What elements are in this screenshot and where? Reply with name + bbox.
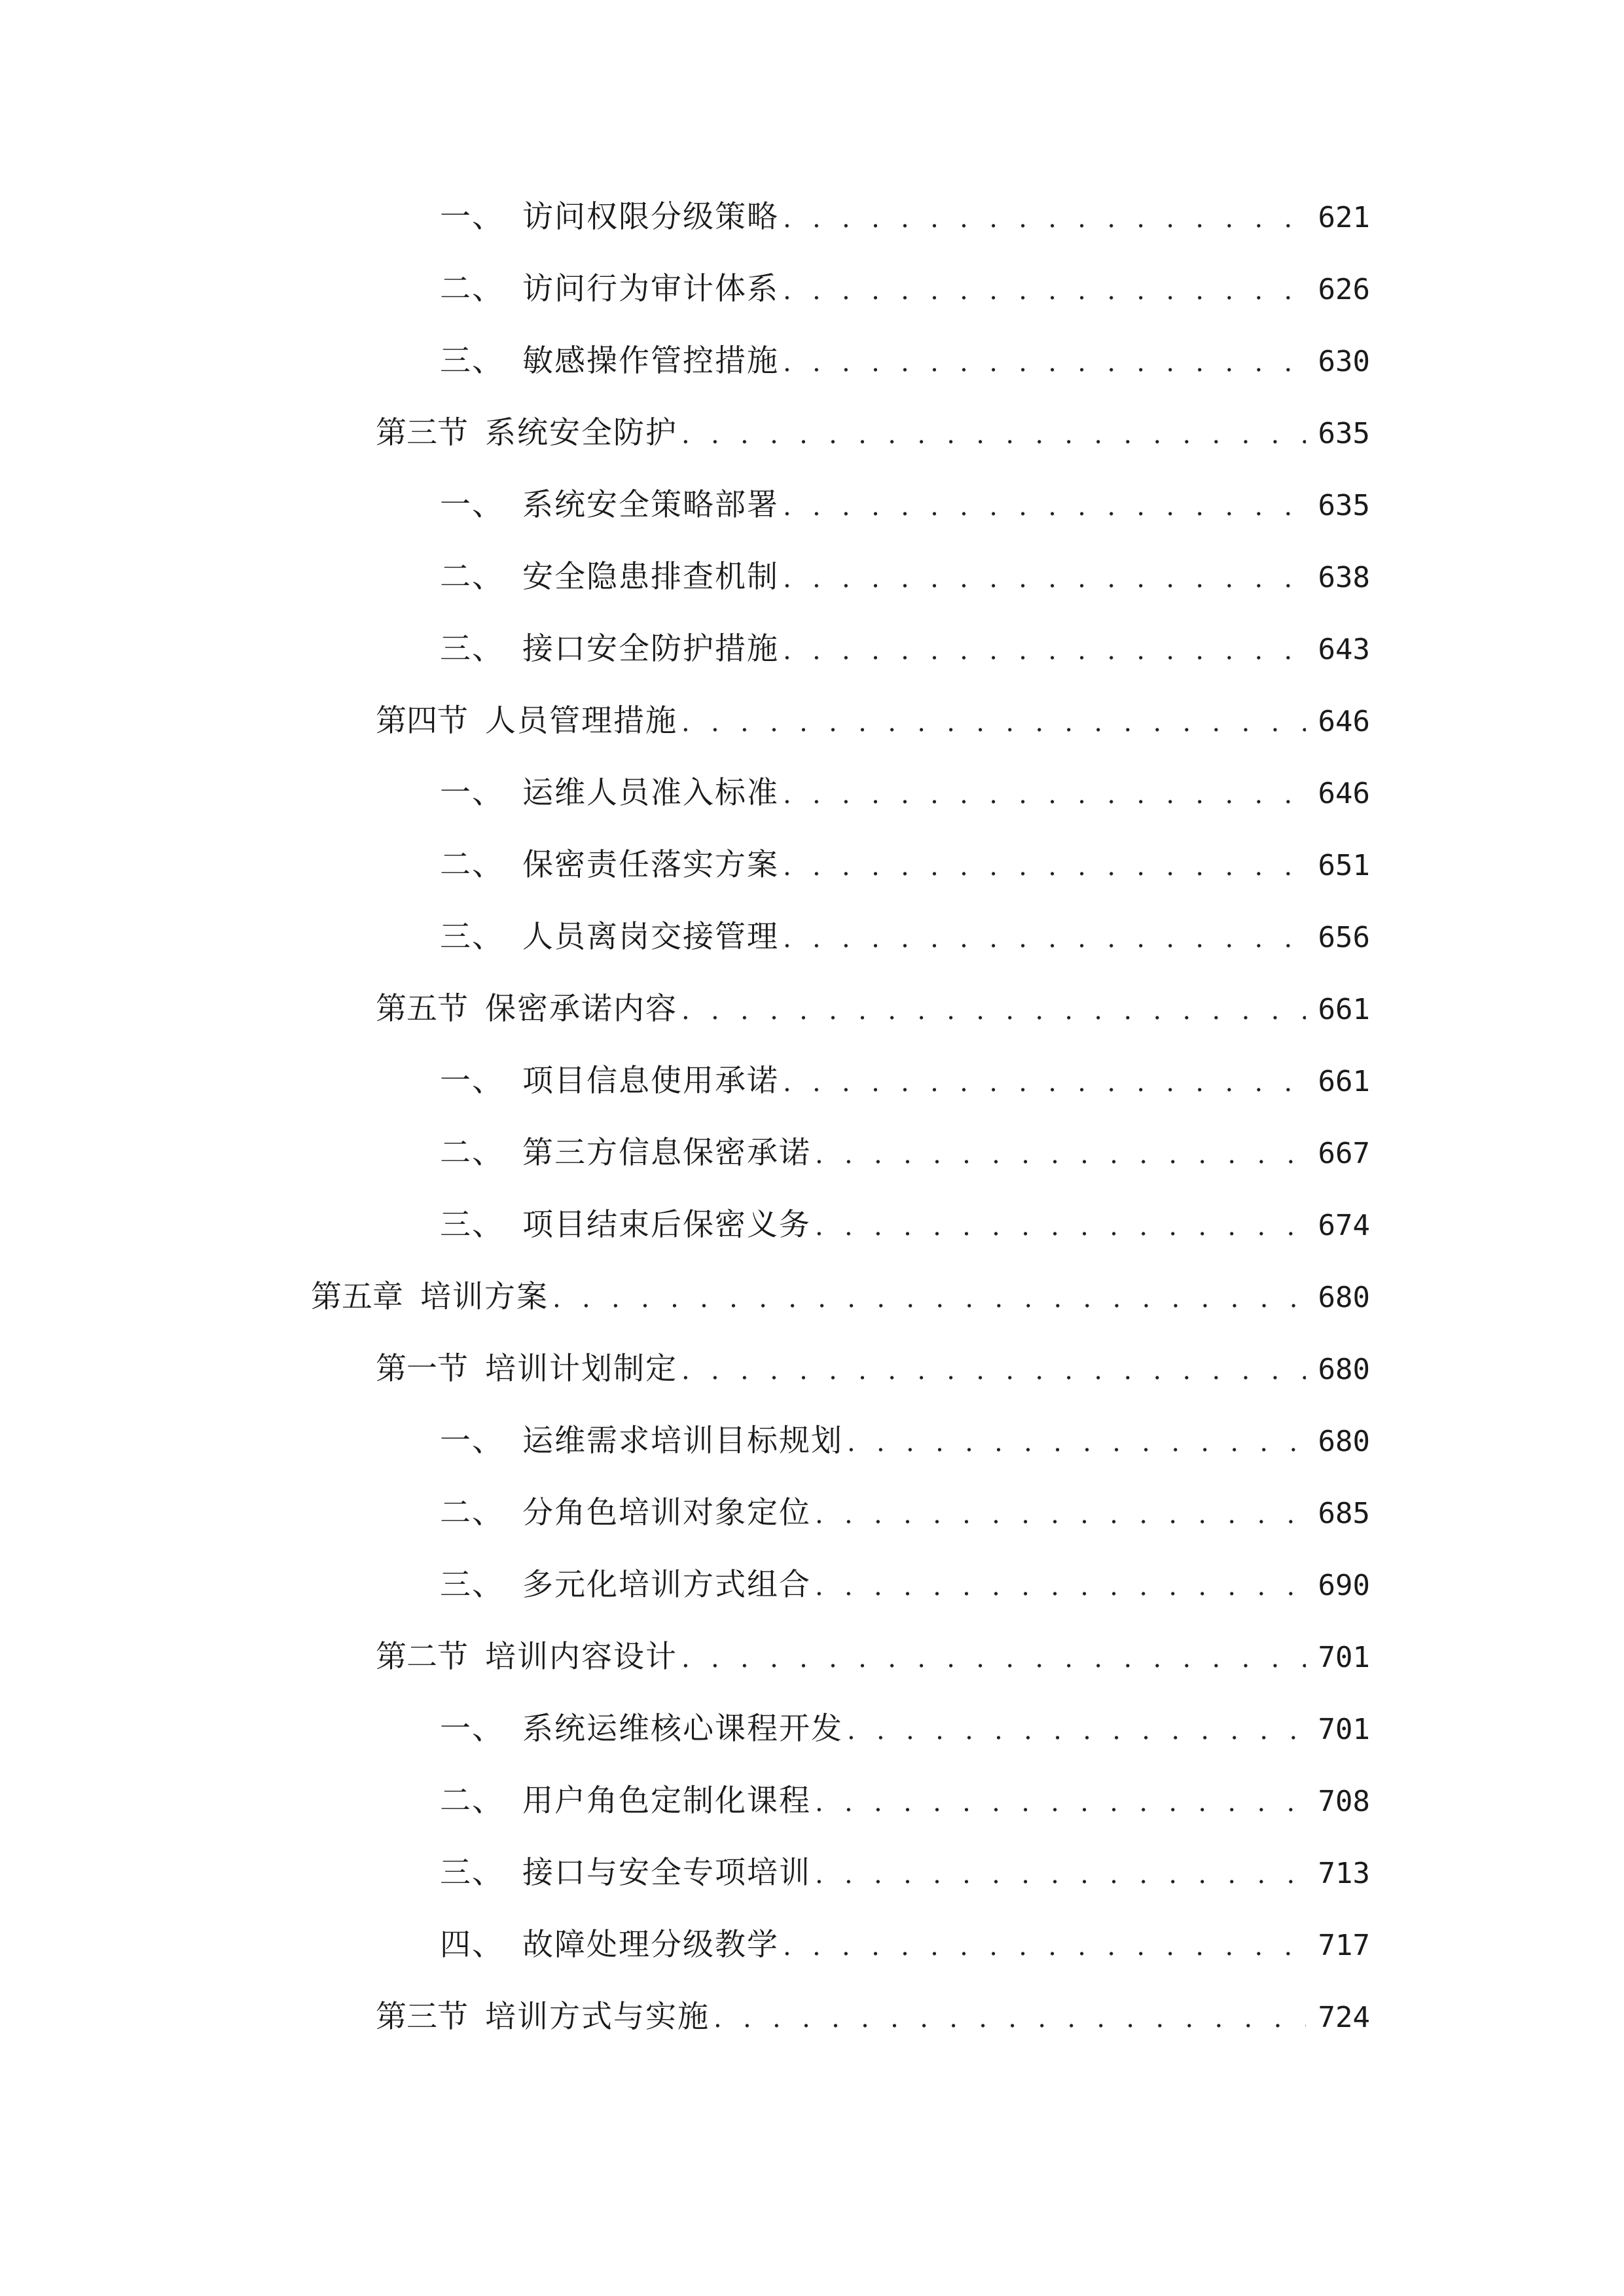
toc-section[interactable] [376, 1631, 1370, 1683]
section-number: 第三节 [376, 1999, 468, 2035]
toc-entry[interactable] [440, 1847, 1370, 1899]
dot-leader [783, 336, 1306, 389]
entry-title: 培训计划制定 [485, 1351, 677, 1387]
toc-entry[interactable] [440, 335, 1370, 387]
toc-section[interactable] [376, 983, 1370, 1035]
toc-section[interactable] [376, 1343, 1370, 1395]
entry-title: 访问行为审计体系 [522, 271, 779, 307]
toc-entry[interactable] [440, 1559, 1370, 1611]
dot-leader [783, 192, 1306, 245]
entry-title: 培训方式与实施 [485, 1999, 710, 2035]
dot-leader [815, 1848, 1306, 1901]
dot-leader [783, 480, 1306, 533]
entry-title: 用户角色定制化课程 [522, 1783, 811, 1819]
toc-entry[interactable] [440, 767, 1370, 819]
entry-number: 一、 [440, 1063, 504, 1099]
toc-entry[interactable] [440, 1415, 1370, 1467]
entry-number: 一、 [440, 1711, 504, 1747]
dot-leader [783, 768, 1306, 821]
toc-entry[interactable] [440, 551, 1370, 603]
toc-chapter[interactable] [311, 1271, 1370, 1323]
entry-title: 保密承诺内容 [485, 991, 677, 1027]
entry-number: 三、 [440, 1855, 504, 1891]
entry-title: 系统运维核心课程开发 [522, 1711, 843, 1747]
toc-entry[interactable] [440, 263, 1370, 315]
toc-entry[interactable] [440, 839, 1370, 891]
page-number: 708 [1318, 1785, 1370, 1818]
entry-title: 项目信息使用承诺 [522, 1063, 779, 1099]
entry-title: 故障处理分级教学 [522, 1927, 779, 1963]
page-number: 656 [1318, 921, 1370, 954]
entry-title: 培训内容设计 [485, 1639, 677, 1675]
dot-leader [847, 1416, 1306, 1469]
dot-leader [815, 1776, 1306, 1829]
page-number: 635 [1318, 489, 1370, 522]
page-number: 651 [1318, 849, 1370, 882]
page-number: 724 [1318, 2001, 1370, 2034]
entry-number: 二、 [440, 1495, 504, 1531]
page-number: 680 [1318, 1425, 1370, 1458]
section-number: 第五节 [376, 991, 468, 1027]
page-number: 680 [1318, 1353, 1370, 1386]
entry-title: 运维人员准入标准 [522, 775, 779, 811]
page-number: 680 [1318, 1281, 1370, 1314]
dot-leader [783, 624, 1306, 677]
dot-leader [783, 1056, 1306, 1109]
toc-entry[interactable] [440, 191, 1370, 243]
toc-section[interactable] [376, 1991, 1370, 2043]
entry-title: 接口与安全专项培训 [522, 1855, 811, 1891]
page-number: 674 [1318, 1209, 1370, 1242]
dot-leader [783, 840, 1306, 893]
dot-leader [783, 552, 1306, 605]
entry-title: 系统安全策略部署 [522, 487, 779, 523]
entry-title: 接口安全防护措施 [522, 631, 779, 667]
entry-title: 人员管理措施 [485, 703, 677, 739]
page-number: 661 [1318, 1065, 1370, 1098]
toc-entry[interactable] [440, 911, 1370, 963]
entry-title: 保密责任落实方案 [522, 847, 779, 883]
dot-leader [783, 264, 1306, 317]
toc-entry[interactable] [440, 1703, 1370, 1755]
page-number: 690 [1318, 1569, 1370, 1602]
entry-number: 四、 [440, 1927, 504, 1963]
entry-number: 三、 [440, 919, 504, 955]
page-number: 635 [1318, 417, 1370, 450]
entry-title: 系统安全防护 [485, 415, 677, 451]
page-number: 638 [1318, 561, 1370, 594]
dot-leader [783, 912, 1306, 965]
entry-title: 敏感操作管控措施 [522, 343, 779, 379]
page-number: 646 [1318, 705, 1370, 738]
entry-title: 项目结束后保密义务 [522, 1207, 811, 1243]
page-number: 626 [1318, 273, 1370, 306]
page-number: 713 [1318, 1857, 1370, 1890]
entry-number: 三、 [440, 1567, 504, 1603]
dot-leader [783, 1920, 1306, 1973]
section-number: 第一节 [376, 1351, 468, 1387]
entry-title: 访问权限分级策略 [522, 199, 779, 235]
page-number: 646 [1318, 777, 1370, 810]
page-number: 630 [1318, 345, 1370, 378]
dot-leader [815, 1560, 1306, 1613]
entry-title: 多元化培训方式组合 [522, 1567, 811, 1603]
chapter-number: 第五章 [311, 1279, 403, 1315]
section-number: 第四节 [376, 703, 468, 739]
dot-leader [681, 1344, 1306, 1397]
toc-entry[interactable] [440, 479, 1370, 531]
page-number: 701 [1318, 1713, 1370, 1746]
toc-entry[interactable] [440, 1775, 1370, 1827]
entry-number: 一、 [440, 1423, 504, 1459]
toc-entry[interactable] [440, 623, 1370, 675]
page-number: 717 [1318, 1929, 1370, 1962]
page-number: 685 [1318, 1497, 1370, 1530]
dot-leader [815, 1488, 1306, 1541]
page-number: 667 [1318, 1137, 1370, 1170]
toc-section[interactable] [376, 695, 1370, 747]
toc-entry[interactable] [440, 1487, 1370, 1539]
page-number: 701 [1318, 1641, 1370, 1674]
entry-number: 一、 [440, 775, 504, 811]
entry-number: 三、 [440, 631, 504, 667]
entry-number: 二、 [440, 847, 504, 883]
entry-number: 一、 [440, 487, 504, 523]
dot-leader [681, 1632, 1306, 1685]
dot-leader [681, 696, 1306, 749]
dot-leader [713, 1992, 1306, 2045]
entry-title: 运维需求培训目标规划 [522, 1423, 843, 1459]
dot-leader [815, 1128, 1306, 1181]
dot-leader [847, 1704, 1306, 1757]
page-number: 621 [1318, 201, 1370, 234]
entry-number: 二、 [440, 1135, 504, 1171]
section-number: 第三节 [376, 415, 468, 451]
entry-title: 分角色培训对象定位 [522, 1495, 811, 1531]
dot-leader [552, 1272, 1306, 1325]
entry-number: 三、 [440, 1207, 504, 1243]
entry-number: 二、 [440, 1783, 504, 1819]
toc-entry[interactable] [440, 1127, 1370, 1179]
toc-entry[interactable] [440, 1055, 1370, 1107]
dot-leader [815, 1200, 1306, 1253]
entry-title: 安全隐患排查机制 [522, 559, 779, 595]
entry-title: 培训方案 [420, 1279, 549, 1315]
entry-title: 人员离岗交接管理 [522, 919, 779, 955]
entry-number: 一、 [440, 199, 504, 235]
toc-entry[interactable] [440, 1919, 1370, 1971]
toc-entry[interactable] [440, 1199, 1370, 1251]
page-number: 643 [1318, 633, 1370, 666]
entry-number: 二、 [440, 271, 504, 307]
entry-title: 第三方信息保密承诺 [522, 1135, 811, 1171]
entry-number: 二、 [440, 559, 504, 595]
dot-leader [681, 408, 1306, 461]
toc-section[interactable] [376, 407, 1370, 459]
dot-leader [681, 984, 1306, 1037]
entry-number: 三、 [440, 343, 504, 379]
page-number: 661 [1318, 993, 1370, 1026]
section-number: 第二节 [376, 1639, 468, 1675]
